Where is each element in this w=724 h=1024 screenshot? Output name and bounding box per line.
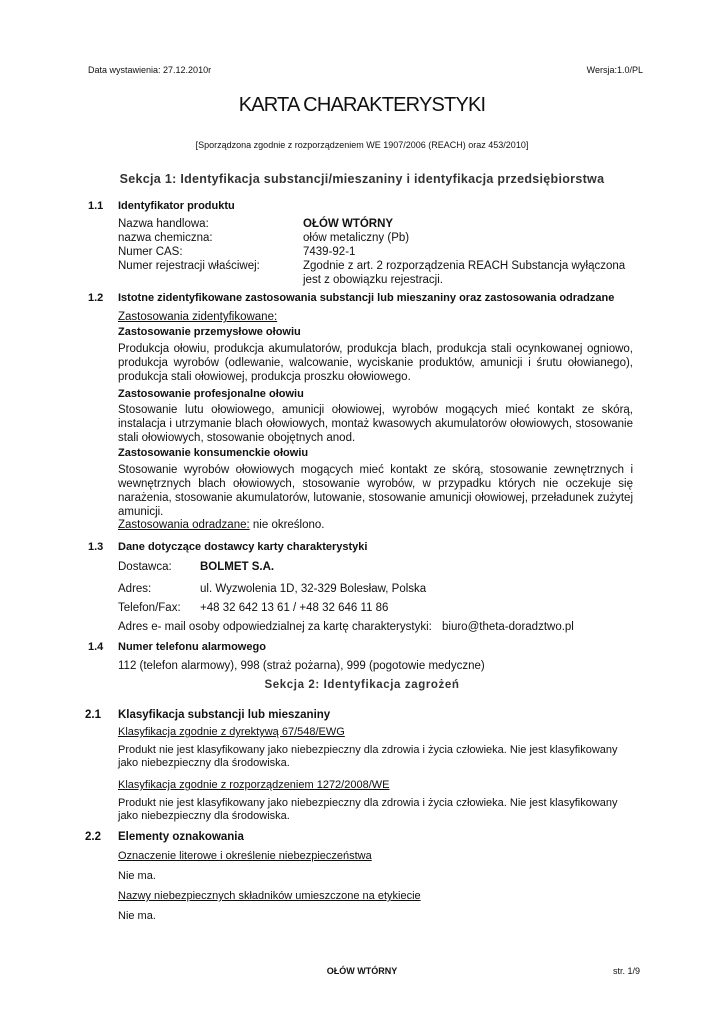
section-1-1-number: 1.1 xyxy=(88,200,104,212)
chemical-name-value: ołów metaliczny (Pb) xyxy=(303,232,410,244)
issue-date: Data wystawienia: 27.12.2010r xyxy=(88,65,212,75)
uses-advised-against-label: Zastosowania odradzane: xyxy=(118,519,250,531)
uses-advised-against-value: nie określono. xyxy=(249,519,325,531)
industrial-use-title: Zastosowanie przemysłowe ołowiu xyxy=(118,326,301,338)
classification-regulation-label: Klasyfikacja zgodnie z rozporządzeniem 1272/2008/WE xyxy=(118,779,390,791)
professional-use-text: Stosowanie lutu ołowiowego, amunicji ołowiowej, wyrobów mogących mieć kontakt ze skórą, instalacja i utrzymanie blach ołowiowych, montaż kwasowych akumulatorów ołowiowych, stosowanie stali ołowiowych, stosowanie obojętnych anod. xyxy=(118,404,633,444)
classification-directive-label: Klasyfikacja zgodnie z dyrektywą 67/548/EWG xyxy=(118,726,345,738)
section-1-2-number: 1.2 xyxy=(88,292,104,304)
address-value: ul. Wyzwolenia 1D, 32-329 Bolesław, Polska xyxy=(200,583,427,595)
emergency-phone-text: 112 (telefon alarmowy), 998 (straż pożarna), 999 (pogotowie medyczne) xyxy=(118,660,485,672)
cas-number-label: Numer CAS: xyxy=(118,246,183,258)
trade-name-value: OŁÓW WTÓRNY xyxy=(303,218,394,230)
section-1-4-number: 1.4 xyxy=(88,641,104,653)
consumer-use-text: Stosowanie wyrobów ołowiowych mogących mieć kontakt ze skórą, stosowanie zewnętrznych i wewnętrznych blach ołowiowych, stosowanie wyrobów, w przypadku których nie oczekuje się narażenia, stosowanie akumulatorów, lutowanie, stosowanie amunicji ołowiowej, przeładunek zużytej amunicji. xyxy=(118,464,633,518)
classification-regulation-text: Produkt nie jest klasyfikowany jako niebezpieczny dla zdrowia i życia człowieka. Nie jest klasyfikowany jako niebezpieczny dla środowiska. xyxy=(118,797,618,822)
registration-number-value: Zgodnie z art. 2 rozporządzenia REACH Substancja wyłączona jest z obowiązku rejestracji. xyxy=(303,260,626,286)
section-1-2-title: Istotne zidentyfikowane zastosowania substancji lub mieszaniny oraz zastosowania odradzane xyxy=(118,292,615,304)
identified-uses-label: Zastosowania zidentyfikowane: xyxy=(118,311,278,323)
classification-directive-text: Produkt nie jest klasyfikowany jako niebezpieczny dla zdrowia i życia człowieka. Nie jest klasyfikowany jako niebezpieczny dla środowiska. xyxy=(118,744,618,769)
registration-number-label: Numer rejestracji właściwej: xyxy=(118,260,260,272)
chemical-name-label: nazwa chemiczna: xyxy=(118,232,213,244)
email-label: Adres e- mail osoby odpowiedzialnej za kartę charakterystyki: xyxy=(118,621,432,633)
document-version: Wersja:1.0/PL xyxy=(586,65,643,75)
uses-advised-against xyxy=(118,518,325,532)
section-2-1-number: 2.1 xyxy=(85,709,101,721)
phone-label: Telefon/Fax: xyxy=(118,602,181,614)
footer-product-name: OŁÓW WTÓRNY xyxy=(326,966,398,976)
address-label: Adres: xyxy=(118,583,152,595)
section-2-1-title: Klasyfikacja substancji lub mieszaniny xyxy=(118,709,331,721)
page-subtitle: [Sporządzona zgodnie z rozporządzeniem WE 1907/2006 (REACH) oraz 453/2010] xyxy=(195,140,529,150)
email-link[interactable]: biuro@theta-doradztwo.pl xyxy=(442,621,574,633)
industrial-use-text: Produkcja ołowiu, produkcja akumulatorów, produkcja blach, produkcja stali ocynkowanej ogniowo, produkcja wyrobów (odlewanie, walcowanie, wyciskanie produktów, amunicji i śrutu ołowianego), produkcja stali ołowiowej, produkcja proszku ołowiowego. xyxy=(118,343,633,383)
section-1-3-number: 1.3 xyxy=(88,541,104,553)
consumer-use-title: Zastosowanie konsumenckie ołowiu xyxy=(118,447,309,459)
supplier-value: BOLMET S.A. xyxy=(200,561,275,573)
hazard-marking-value: Nie ma. xyxy=(118,870,156,882)
supplier-label: Dostawca: xyxy=(118,561,172,573)
section-1-1-title: Identyfikator produktu xyxy=(118,200,235,212)
section-1-4-title: Numer telefonu alarmowego xyxy=(118,641,266,653)
hazardous-components-value: Nie ma. xyxy=(118,910,156,922)
hazard-marking-label: Oznaczenie literowe i określenie niebezpieczeństwa xyxy=(118,850,372,862)
trade-name-label: Nazwa handlowa: xyxy=(118,218,209,230)
section-2-heading: Sekcja 2: Identyfikacja zagrożeń xyxy=(264,679,460,691)
page-number: str. 1/9 xyxy=(612,966,640,976)
page-title: KARTA CHARAKTERYSTYKI xyxy=(238,94,486,116)
section-1-3-title: Dane dotyczące dostawcy karty charakterystyki xyxy=(118,541,368,553)
hazardous-components-label: Nazwy niebezpiecznych składników umieszczone na etykiecie xyxy=(118,890,421,902)
section-2-2-number: 2.2 xyxy=(85,831,101,843)
section-1-heading: Sekcja 1: Identyfikacja substancji/mieszaniny i identyfikacja przedsiębiorstwa xyxy=(119,172,605,186)
phone-value: +48 32 642 13 61 / +48 32 646 11 86 xyxy=(200,602,389,614)
section-2-2-title: Elementy oznakowania xyxy=(118,831,244,843)
professional-use-title: Zastosowanie profesjonalne ołowiu xyxy=(118,388,304,400)
cas-number-value: 7439-92-1 xyxy=(303,246,356,258)
